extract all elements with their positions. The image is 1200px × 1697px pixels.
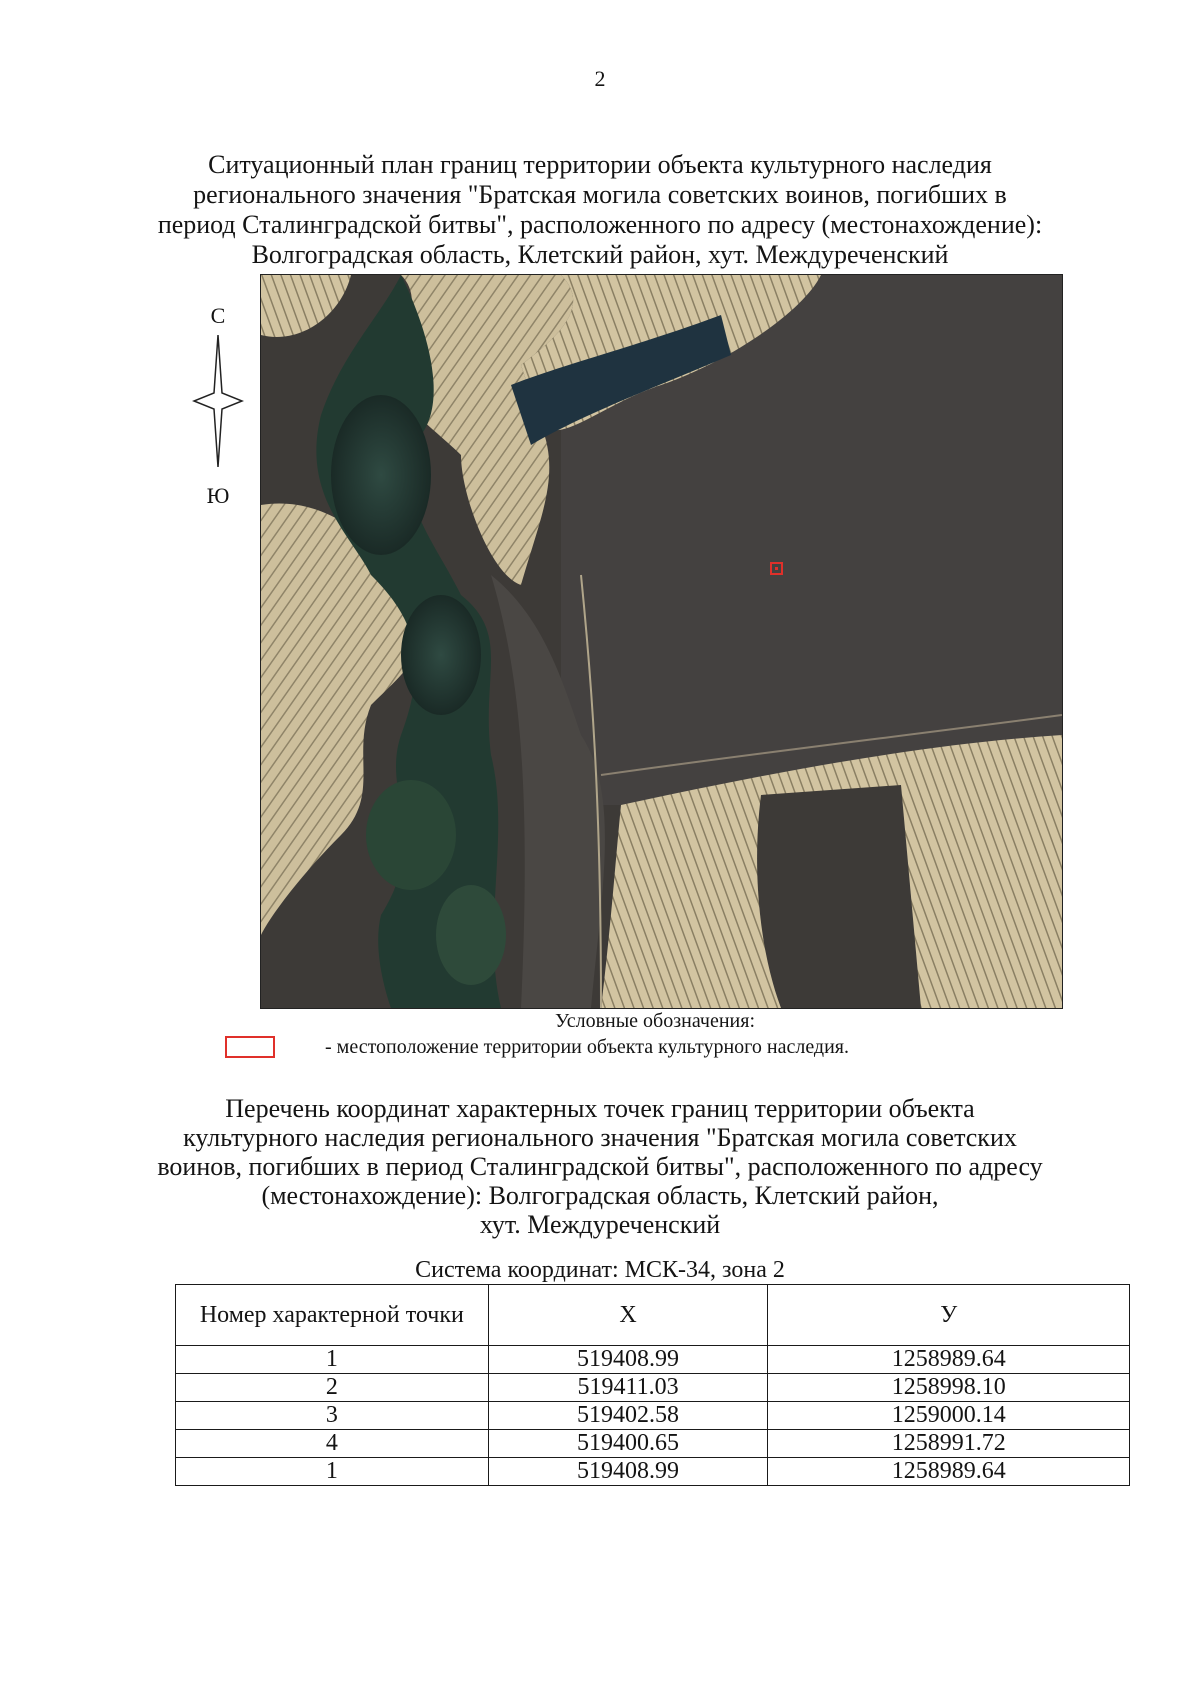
list-title-line: воинов, погибших в период Сталинградской битвы", расположенного по адресу: [157, 1152, 1043, 1181]
table-header-row: [176, 1285, 1130, 1346]
table-row: [176, 1346, 1130, 1374]
legend-title: Условные обозначения:: [554, 1010, 756, 1032]
page-number: 2: [594, 66, 606, 91]
x-cell: 519402.58: [488, 1402, 768, 1430]
x-cell: 519411.03: [488, 1374, 768, 1402]
point-number-cell: 1: [176, 1346, 489, 1374]
table-row: [176, 1458, 1130, 1486]
list-title-line: культурного наследия регионального значения "Братская могила советских: [183, 1123, 1017, 1152]
title-line: Волгоградская область, Клетский район, хут. Междуреченский: [251, 240, 949, 269]
point-number-cell: 1: [176, 1458, 489, 1486]
compass-north-label: С: [210, 303, 226, 328]
x-cell: 519408.99: [488, 1458, 768, 1486]
x-cell: 519408.99: [488, 1346, 768, 1374]
coordinates-list-title: [150, 1094, 1050, 1239]
coordinate-system-label: Система координат: МСК-34, зона 2: [415, 1257, 785, 1283]
y-cell: 1258998.10: [768, 1374, 1130, 1402]
north-arrow: [186, 303, 250, 523]
coordinates-table: [175, 1284, 1130, 1486]
compass-south-label: Ю: [206, 483, 230, 508]
list-title-line: Перечень координат характерных точек границ территории объекта: [225, 1094, 975, 1123]
point-number-cell: 3: [176, 1402, 489, 1430]
header-point-number: Номер характерной точки: [176, 1285, 489, 1346]
table-row: [176, 1402, 1130, 1430]
list-title-line: хут. Междуреченский: [479, 1210, 721, 1239]
y-cell: 1258989.64: [768, 1458, 1130, 1486]
x-cell: 519400.65: [488, 1430, 768, 1458]
title-line: период Сталинградской битвы", расположенного по адресу (местонахождение):: [157, 210, 1043, 239]
legend-boundary-swatch: [225, 1036, 275, 1058]
satellite-image: [261, 275, 1062, 1008]
header-y: У: [768, 1285, 1130, 1346]
header-x: X: [488, 1285, 768, 1346]
y-cell: 1258989.64: [768, 1346, 1130, 1374]
satellite-map: [260, 274, 1063, 1009]
table-row: [176, 1374, 1130, 1402]
compass-arrow-icon: [192, 333, 244, 469]
title-line: регионального значения "Братская могила советских воинов, погибших в: [193, 180, 1007, 209]
situational-plan-title: [150, 150, 1050, 270]
list-title-line: (местонахождение): Волгоградская область, Клетский район,: [261, 1181, 939, 1210]
point-number-cell: 2: [176, 1374, 489, 1402]
y-cell: 1259000.14: [768, 1402, 1130, 1430]
table-row: [176, 1430, 1130, 1458]
title-line: Ситуационный план границ территории объекта культурного наследия: [208, 150, 992, 179]
legend-item-text: - местоположение территории объекта культурного наследия.: [325, 1036, 850, 1058]
point-number-cell: 4: [176, 1430, 489, 1458]
y-cell: 1258991.72: [768, 1430, 1130, 1458]
